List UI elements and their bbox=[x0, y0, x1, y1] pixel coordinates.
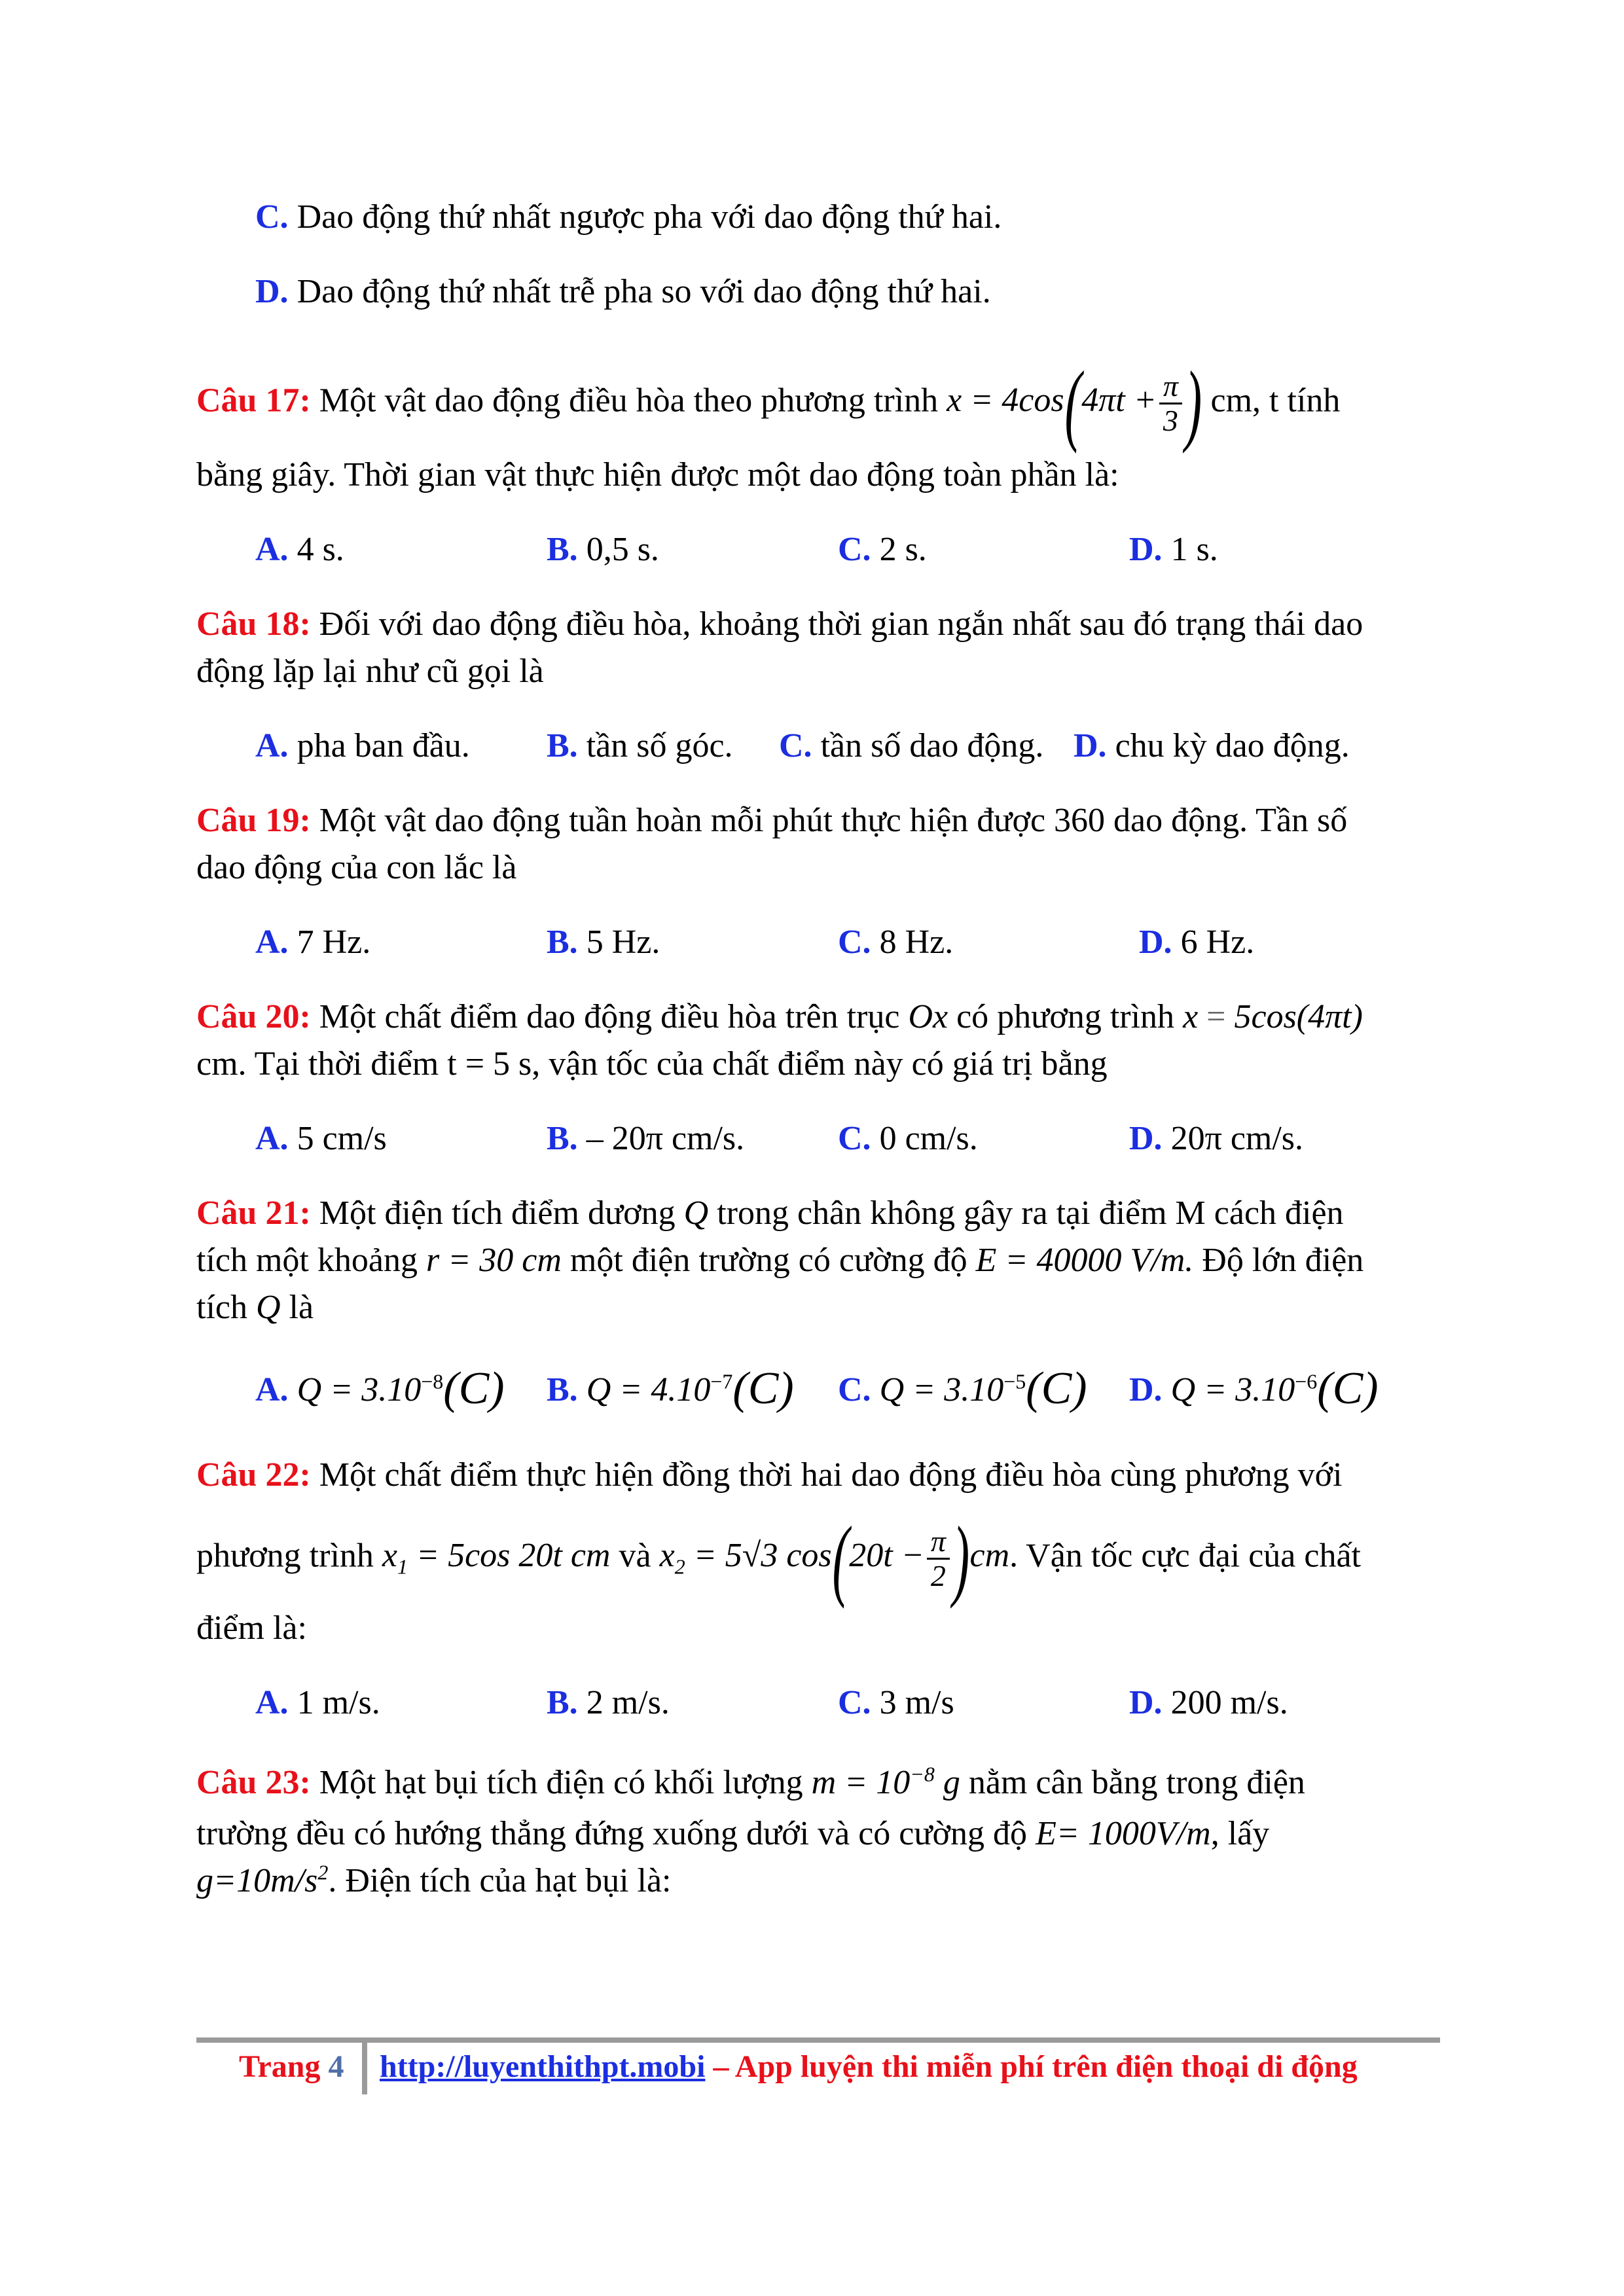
question-18: Câu 18: Đối với dao động điều hòa, khoảng thời gian ngắn nhất sau đó trạng thái dao bbox=[196, 605, 1363, 643]
q22-option-d: D. 200 m/s. bbox=[1129, 1684, 1288, 1721]
footer-divider bbox=[196, 2037, 1440, 2043]
q20-option-c: C. 0 cm/s. bbox=[838, 1120, 978, 1157]
equation-x2: $x_2 = 5√3$ cos(20t − $\frac{\pi}{2}$ )cm bbox=[659, 1507, 1010, 1609]
page-number: Trang 4 bbox=[239, 2049, 344, 2084]
question-21: Câu 21: Một điện tích điểm dương Q trong chân không gây ra tại điểm M cách điện bbox=[196, 1194, 1344, 1232]
question-21-line2: tích một khoảng r = 30 cm một điện trường có cường độ E = 40000 V/m. Độ lớn điện bbox=[196, 1242, 1364, 1279]
q21-option-b: B. $Q = 4.10^{-7}(C)$ bbox=[547, 1363, 794, 1414]
question-17-line2: bằng giây. Thời gian vật thực hiện được một dao động toàn phần là: bbox=[196, 456, 1119, 493]
q19-option-d: D. 6 Hz. bbox=[1139, 924, 1255, 961]
q19-option-a: A. 7 Hz. bbox=[255, 924, 371, 961]
footer-text: http://luyenthithpt.mobi – App luyện thi miễn phí trên điện thoại di động bbox=[380, 2049, 1358, 2084]
question-20: Câu 20: Một chất điểm dao động điều hòa trên trục Ox có phương trình x = 5cos(4πt) bbox=[196, 998, 1363, 1035]
question-23-line2: trường đều có hướng thẳng đứng xuống dưới và có cường độ E= 1000V/m, lấy bbox=[196, 1815, 1270, 1852]
q22-option-b: B. 2 m/s. bbox=[547, 1684, 670, 1721]
question-23-line3: $g=10m/s^2$. Điện tích của hạt bụi là: bbox=[196, 1860, 672, 1899]
question-22-line2: phương trình $x_1 = 5\cos$ 20t cm và $x_2 = 5√3$ cos(20t − $\frac{\pi}{2}$ )cm. Vận tốc cực đại của chất bbox=[196, 1507, 1361, 1609]
q21-option-a: A. $Q = 3.10^{-8}(C)$ bbox=[255, 1363, 505, 1414]
q17-option-c: C. 2 s. bbox=[838, 531, 927, 568]
q19-option-c: C. 8 Hz. bbox=[838, 924, 954, 961]
q18-option-d: D. chu kỳ dao động. bbox=[1074, 727, 1350, 764]
q17-option-a: A. 4 s. bbox=[255, 531, 344, 568]
question-20-line2: cm. Tại thời điểm t = 5 s, vận tốc của chất điểm này có giá trị bằng bbox=[196, 1045, 1108, 1083]
question-23: Câu 23: Một hạt bụi tích điện có khối lượng $m = 10^{-8}$ g nằm cân bằng trong điện bbox=[196, 1762, 1305, 1801]
q20-option-d: D. 20π cm/s. bbox=[1129, 1120, 1304, 1157]
question-22: Câu 22: Một chất điểm thực hiện đồng thời hai dao động điều hòa cùng phương với bbox=[196, 1456, 1343, 1494]
footer-separator bbox=[362, 2042, 367, 2094]
q22-option-c: C. 3 m/s bbox=[838, 1684, 954, 1721]
question-17: Câu 17: Một vật dao động điều hòa theo phương trình x = 4cos(4πt + $\frac{\pi}{3}$ ) cm, t tính bbox=[196, 352, 1341, 454]
equation-mass: $m = 10^{-8}$ g bbox=[811, 1762, 960, 1801]
question-19: Câu 19: Một vật dao động tuần hoàn mỗi phút thực hiện được 360 dao động. Tần số bbox=[196, 802, 1348, 839]
q18-option-b: B. tần số góc. bbox=[547, 727, 733, 764]
q21-option-c: C. $Q = 3.10^{-5}(C)$ bbox=[838, 1363, 1087, 1414]
q17-option-b: B. 0,5 s. bbox=[547, 531, 659, 568]
option-c-prev: C. Dao động thứ nhất ngược pha với dao động thứ hai. bbox=[255, 198, 1002, 236]
q17-option-d: D. 1 s. bbox=[1129, 531, 1218, 568]
question-18-line2: động lặp lại như cũ gọi là bbox=[196, 653, 544, 690]
equation-x1: $x_1 = 5\cos$ 20t cm bbox=[382, 1537, 611, 1579]
q18-option-a: A. pha ban đầu. bbox=[255, 727, 470, 764]
question-22-line3: điểm là: bbox=[196, 1609, 307, 1647]
q19-option-b: B. 5 Hz. bbox=[547, 924, 660, 961]
question-19-line2: dao động của con lắc là bbox=[196, 849, 517, 886]
q22-option-a: A. 1 m/s. bbox=[255, 1684, 380, 1721]
q20-option-b: B. – 20π cm/s. bbox=[547, 1120, 745, 1157]
question-21-line3: tích Q là bbox=[196, 1289, 314, 1326]
option-d-prev: D. Dao động thứ nhất trễ pha so với dao động thứ hai. bbox=[255, 273, 991, 310]
q21-option-d: D. $Q = 3.10^{-6}(C)$ bbox=[1129, 1363, 1379, 1414]
equation-17: x = 4cos(4πt + $\frac{\pi}{3}$ ) bbox=[947, 352, 1202, 454]
footer-link[interactable]: http://luyenthithpt.mobi bbox=[380, 2049, 706, 2084]
q18-option-c: C. tần số dao động. bbox=[779, 727, 1044, 764]
q20-option-a: A. 5 cm/s bbox=[255, 1120, 387, 1157]
